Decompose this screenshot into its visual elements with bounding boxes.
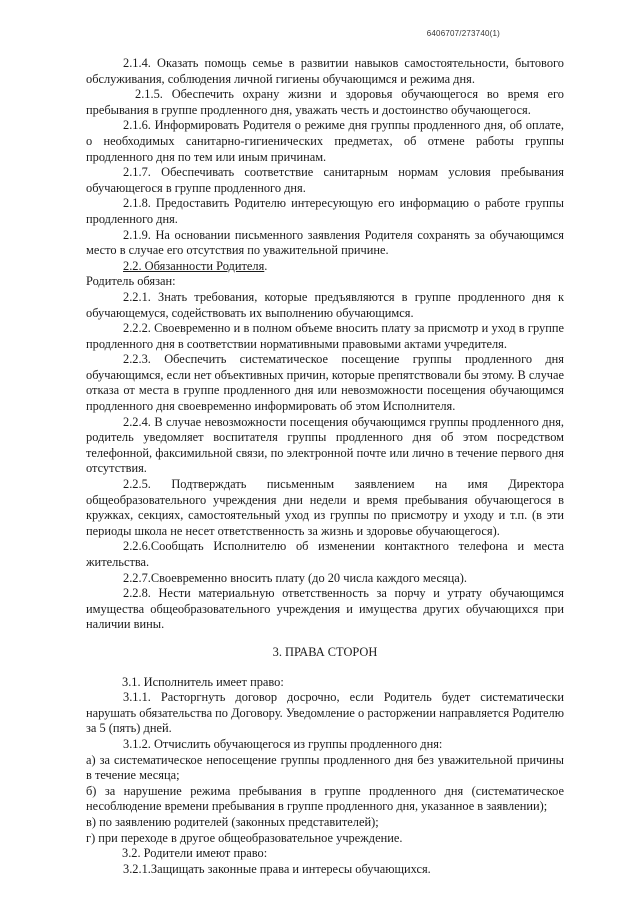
clause-3-2-1: 3.2.1.Защищать законные права и интересы обучающихся. <box>123 861 431 876</box>
clause-item-a: а) за систематическое непосещение группы продленного дня без уважительной причины в течение месяца; <box>86 752 564 783</box>
section-2-2-title: 2.2. Обязанности Родителя <box>123 258 265 273</box>
clause-2-2-7: 2.2.7.Своевременно вносить плату (до 20 числа каждого месяца). <box>123 570 468 585</box>
clause-2-1-4: 2.1.4. Оказать помощь семье в развитии навыков самостоятельности, бытового обслуживания, соблюдения личной гигиены обучающимся и режима дня. <box>86 56 564 86</box>
section-spacer <box>86 667 564 675</box>
clause-item-v: в) по заявлению родителей (законных представителей); <box>86 814 379 829</box>
clause-2-2-3: 2.2.3. Обеспечить систематическое посещение группы продленного дня обучающимся, если нет объективных причин, которые препятствовали бы этому. В случае отказа от места в группе продленного дня или невозможности посещения обучающимся продленного дня своевременно информировать об этом Исполнителя. <box>86 352 564 414</box>
parent-obliged-label: Родитель обязан: <box>86 274 176 289</box>
clause-3-2: 3.2. Родители имеют право: <box>122 846 268 861</box>
section-2-2-dot: . <box>264 258 268 273</box>
clause-2-2-2: 2.2.2. Своевременно и в полном объеме вносить плату за присмотр и уход в группе продленного дня в соответствии нормативными правовыми актами учредителя. <box>86 321 564 351</box>
section-3-heading: 3. ПРАВА СТОРОН <box>272 644 378 659</box>
clause-2-2-8: 2.2.8. Нести материальную ответственность за порчу и утрату обучающимся имущества общеобразовательного учреждения и имущества других обучающихся при наличии вины. <box>86 586 564 632</box>
clause-3-1-2: 3.1.2. Отчислить обучающегося из группы продленного дня: <box>123 736 443 751</box>
section-2-2-heading <box>86 259 564 275</box>
clause-3-1-1: 3.1.1. Расторгнуть договор досрочно, если Родитель будет систематически нарушать обязательства по Договору. Уведомление о расторжении направляется Родителю за 5 (пять) дней. <box>86 690 564 736</box>
clause-item-b: б) за нарушение режима пребывания в группе продленного дня (систематическое несоблюдение времени пребывания в группе продленного дня, указанное в заявлении); <box>86 783 564 814</box>
clause-2-1-9: 2.1.9. На основании письменного заявления Родителя сохранять за обучающимся место в случае его отсутствия по уважительной причине. <box>86 227 564 258</box>
clause-2-2-6: 2.2.6.Сообщать Исполнителю об изменении контактного телефона и места жительства. <box>86 539 564 569</box>
clause-2-1-8: 2.1.8. Предоставить Родителю интересующую его информацию о работе группы продленного дня. <box>86 196 564 226</box>
clause-2-2-5: 2.2.5. Подтверждать письменным заявлением на имя Директора общеобразовательного учреждения дни недели и время пребывания обучающегося в кружках, секциях, самостоятельный уход из группы по присмотру и уходу и т.п. (в эти периоды школа не несет ответственность за жизнь и здоровье обучающегося). <box>86 477 564 538</box>
clause-3-1: 3.1. Исполнитель имеет право: <box>122 674 284 689</box>
clause-2-1-6: 2.1.6. Информировать Родителя о режиме дня группы продленного дня, об оплате, о необходимых санитарно-гигиенических предметах, об отмене работы группы продленного дня по тем или иным причинам. <box>86 118 564 164</box>
clause-2-1-7: 2.1.7. Обеспечивать соответствие санитарным нормам условия пребывания обучающегося в группе продленного дня. <box>86 165 564 195</box>
clause-item-g: г) при переходе в другое общеобразовательное учреждение. <box>86 830 403 845</box>
clause-2-1-5: 2.1.5. Обеспечить охрану жизни и здоровья обучающегося во время его пребывания в группе продленного дня, уважать честь и достоинство обучающегося. <box>86 87 564 117</box>
clause-2-2-4: 2.2.4. В случае невозможности посещения обучающимся группы продленного дня, родитель уведомляет воспитателя группы продленного дня об этом посредством телефонной, факсимильной связи, по электронной почте или лично в течение первого дня отсутствия. <box>86 414 564 476</box>
document-id-stamp: 6406707/273740(1) <box>426 29 500 38</box>
document-page <box>86 56 564 877</box>
clause-2-2-1: 2.2.1. Знать требования, которые предъявляются в группе продленного дня к обучающемуся, содействовать их выполнению обучающимся. <box>86 289 564 320</box>
